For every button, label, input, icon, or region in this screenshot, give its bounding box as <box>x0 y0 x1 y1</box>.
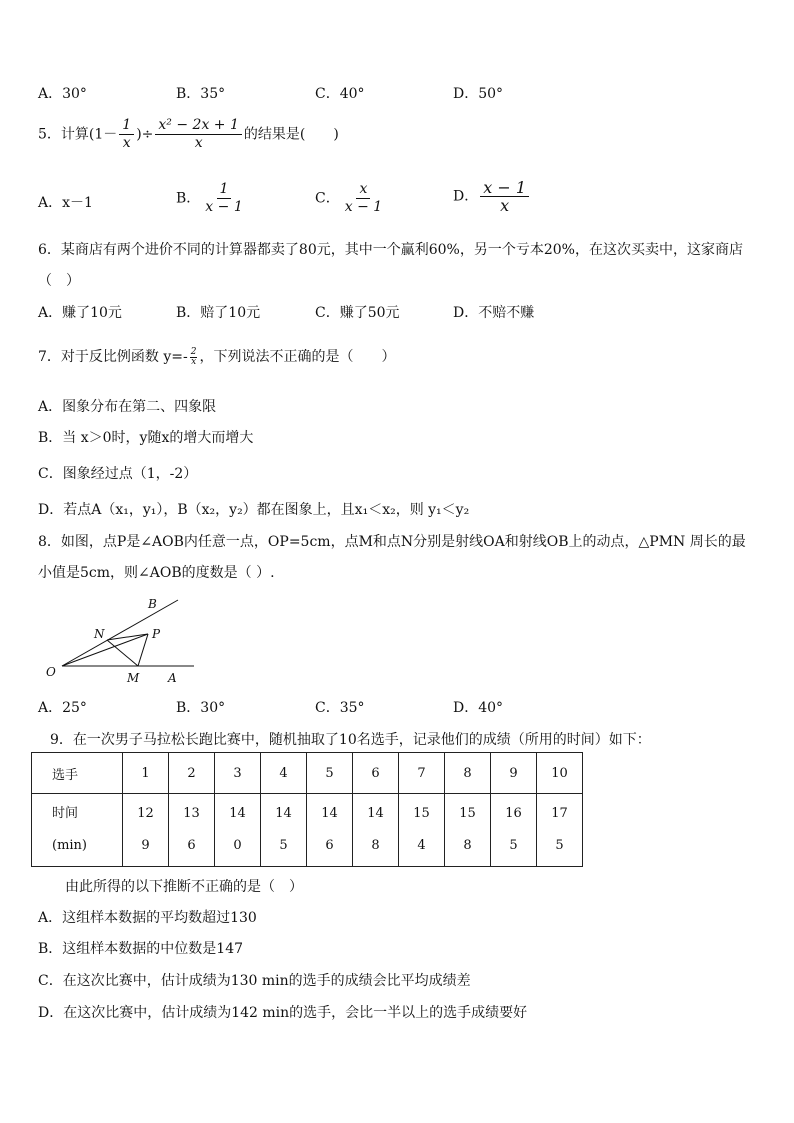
q9-option-c: C．在这次比赛中，估计成绩为130 min的选手的成绩会比平均成绩差 <box>38 973 471 989</box>
q8-option-a: A．25° <box>38 700 87 716</box>
q4-option-a: A．30° <box>38 86 87 102</box>
label-a: A <box>168 671 177 685</box>
q4-option-b: B．35° <box>176 86 226 102</box>
q8-option-c: C．35° <box>315 700 365 716</box>
q5-option-a: A．x－1 <box>38 195 93 211</box>
q7-option-a: A．图象分布在第二、四象限 <box>38 399 217 415</box>
label-b: B <box>148 597 157 611</box>
q6-stem-line2: （ ） <box>38 273 80 289</box>
player-cell: 7 <box>399 753 445 794</box>
segment-pm <box>138 634 148 666</box>
header-time: 时间 (min) <box>32 794 123 867</box>
q6-option-b: B．赔了10元 <box>176 305 261 321</box>
player-cell: 3 <box>215 753 261 794</box>
q5-fraction-1: $\frac{1}{x}$ <box>119 118 134 151</box>
header-player: 选手 <box>32 753 123 794</box>
q9-option-a: A．这组样本数据的平均数超过130 <box>38 910 257 926</box>
time-cell: 15 8 <box>445 794 491 867</box>
table-row-times <box>32 794 583 867</box>
q4-option-c: C．40° <box>315 86 365 102</box>
q7-option-b: B．当 x＞0时，y随x的增大而增大 <box>38 430 254 446</box>
player-cell: 6 <box>353 753 399 794</box>
q7-stem: 7．对于反比例函数 y=- $\frac{2}{x}$ ，下列说法不正确的是（ ） <box>38 346 396 367</box>
q9-option-d: D．在这次比赛中，估计成绩为142 min的选手，会比一半以上的选手成绩要好 <box>38 1005 528 1021</box>
q4-option-d: D．50° <box>453 86 504 102</box>
q8-option-b: B．30° <box>176 700 226 716</box>
time-cell: 16 5 <box>491 794 537 867</box>
marathon-times-table <box>31 752 583 867</box>
player-cell: 1 <box>123 753 169 794</box>
table-row-players <box>32 753 583 794</box>
q5-stem: 5．计算(1－ $\frac{1}{x}$ )÷ $\frac{\text{x² − 2x + 1}}{x}$ 的结果是( ) <box>38 117 339 151</box>
time-cell: 12 9 <box>123 794 169 867</box>
q8-option-d: D．40° <box>453 700 504 716</box>
q6-option-a: A．赚了10元 <box>38 305 122 321</box>
player-cell: 4 <box>261 753 307 794</box>
q9-stem: 9．在一次男子马拉松长跑比赛中，随机抽取了10名选手，记录他们的成绩（所用的时间）如下： <box>50 732 651 748</box>
player-cell: 8 <box>445 753 491 794</box>
q8-stem-line2: 小值是5cm，则∠AOB的度数是（ ）. <box>38 565 275 581</box>
q5-fraction-2: $\frac{\text{x² − 2x + 1}}{x}$ <box>155 118 241 151</box>
time-cell: 14 6 <box>307 794 353 867</box>
q6-stem-line1: 6．某商店有两个进价不同的计算器都卖了80元，其中一个赢利60%，另一个亏本20%，在这次买卖中，这家商店 <box>38 242 743 258</box>
q5-option-d: D． $\frac{x - 1}{x}$ <box>453 180 531 213</box>
q9-option-b: B．这组样本数据的中位数是147 <box>38 941 244 957</box>
time-cell: 14 0 <box>215 794 261 867</box>
angle-diagram <box>40 592 210 687</box>
ray-ob <box>62 600 178 666</box>
q5-option-b: B． $\frac{1}{x - 1}$ <box>176 181 243 215</box>
label-m: M <box>127 671 140 685</box>
player-cell: 2 <box>169 753 215 794</box>
q5-option-c: C． $\frac{x}{x - 1}$ <box>315 181 383 215</box>
q7-fraction: $\frac{2}{x}$ <box>190 346 197 367</box>
player-cell: 5 <box>307 753 353 794</box>
q8-stem-line1: 8．如图，点P是∠AOB内任意一点，OP=5cm，点M和点N分别是射线OA和射线OB上的动点，△PMN 周长的最 <box>38 534 746 550</box>
label-p: P <box>152 627 161 641</box>
q7-option-d: D．若点A（x₁，y₁），B（x₂，y₂）都在图象上，且x₁＜x₂，则 y₁＜y₂ <box>38 502 470 518</box>
time-cell: 14 8 <box>353 794 399 867</box>
q7-option-c: C．图象经过点（1，-2） <box>38 466 198 482</box>
q6-option-c: C．赚了50元 <box>315 305 400 321</box>
q9-question: 由此所得的以下推断不正确的是（ ） <box>65 879 303 895</box>
time-cell: 13 6 <box>169 794 215 867</box>
time-cell: 14 5 <box>261 794 307 867</box>
label-n: N <box>94 627 105 641</box>
q6-option-d: D．不赔不赚 <box>453 305 535 321</box>
segment-op <box>62 634 148 666</box>
time-cell: 17 5 <box>537 794 583 867</box>
player-cell: 9 <box>491 753 537 794</box>
label-o: O <box>46 665 56 679</box>
time-cell: 15 4 <box>399 794 445 867</box>
player-cell: 10 <box>537 753 583 794</box>
